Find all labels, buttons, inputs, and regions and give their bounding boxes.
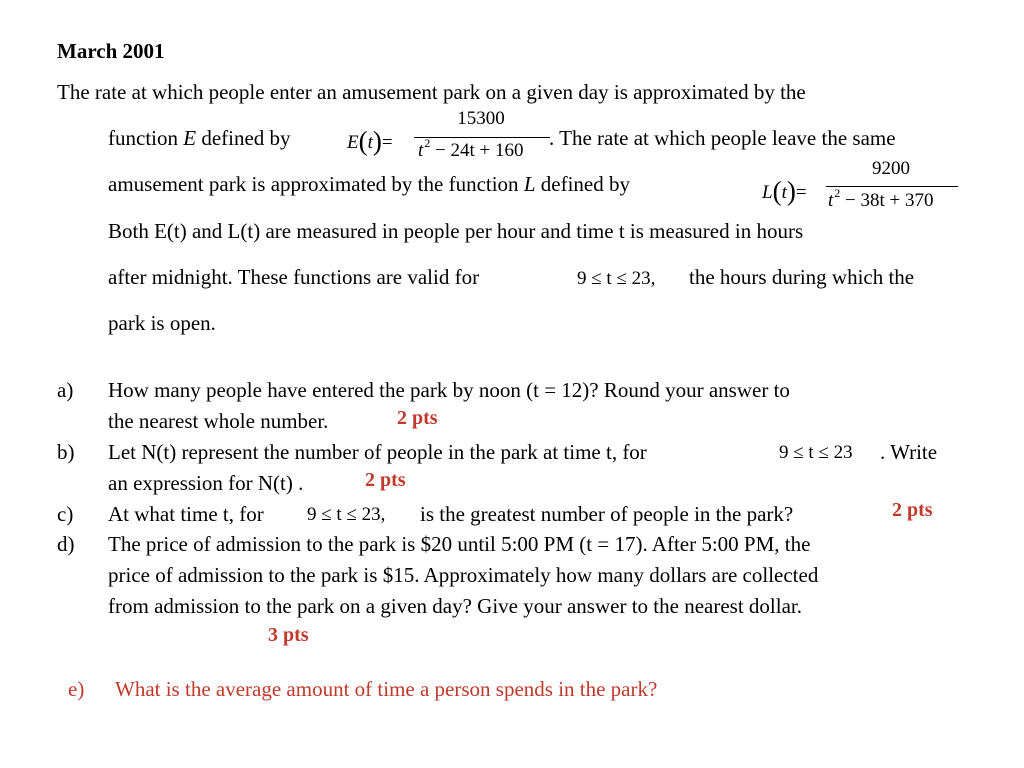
question-c-pre: At what time t, for (108, 502, 264, 526)
question-c-label: c) (57, 502, 74, 526)
question-c-points: 2 pts (892, 499, 933, 521)
question-a-line-2: the nearest whole number. (108, 409, 329, 433)
l-function-lhs: L(t)= (762, 176, 807, 206)
domain-inequality-2: 9 ≤ t ≤ 23 (779, 442, 853, 463)
question-d-label: d) (57, 532, 75, 556)
e-fraction-bar (414, 137, 550, 138)
domain-inequality-1: 9 ≤ t ≤ 23, (577, 268, 656, 289)
intro-line-4: Both E(t) and L(t) are measured in people per hour and time t is measured in hours (108, 219, 804, 243)
e-function-lhs: E(t)= (347, 126, 393, 156)
intro-line-1: The rate at which people enter an amusement park on a given day is approximated by the (57, 80, 806, 104)
intro-line-5-post: the hours during which the (689, 265, 915, 289)
intro-line-2: function E defined by (108, 126, 291, 150)
question-e-label: e) (68, 677, 85, 701)
l-fraction-bar (826, 186, 958, 187)
intro-line-3: amusement park is approximated by the function L defined by (108, 172, 630, 196)
question-c-post: is the greatest number of people in the park? (420, 502, 794, 526)
intro-line-5-pre: after midnight. These functions are valid for (108, 265, 480, 289)
intro-line-6: park is open. (108, 311, 216, 335)
question-b-label: b) (57, 440, 75, 464)
question-b-line-1-post: . Write (880, 440, 938, 464)
question-d-line-2: price of admission to the park is $15. Approximately how many dollars are collected (108, 563, 819, 587)
e-denominator: $t^2 - 24t + 160$ (418, 136, 524, 161)
question-a-points: 2 pts (397, 407, 438, 429)
question-e-text: What is the average amount of time a person spends in the park? (115, 677, 658, 701)
l-numerator: 9200 (872, 158, 910, 179)
question-b-line-1: Let N(t) represent the number of people in the park at time t, for (108, 440, 647, 464)
page-title: March 2001 (57, 39, 165, 63)
question-a-line-1: How many people have entered the park by noon (t = 12)? Round your answer to (108, 378, 790, 402)
question-a-label: a) (57, 378, 74, 402)
e-numerator: 15300 (457, 108, 505, 129)
intro-line-2-after: . The rate at which people leave the same (549, 126, 896, 150)
question-b-points: 2 pts (365, 469, 406, 491)
question-d-line-3: from admission to the park on a given day? Give your answer to the nearest dollar. (108, 594, 802, 618)
domain-inequality-3: 9 ≤ t ≤ 23, (307, 504, 386, 525)
l-denominator: $t^2 - 38t + 370$ (828, 186, 934, 211)
question-b-line-2: an expression for N(t) . (108, 471, 304, 495)
question-d-line-1: The price of admission to the park is $20 until 5:00 PM (t = 17). After 5:00 PM, the (108, 532, 811, 556)
question-d-points: 3 pts (268, 624, 309, 646)
